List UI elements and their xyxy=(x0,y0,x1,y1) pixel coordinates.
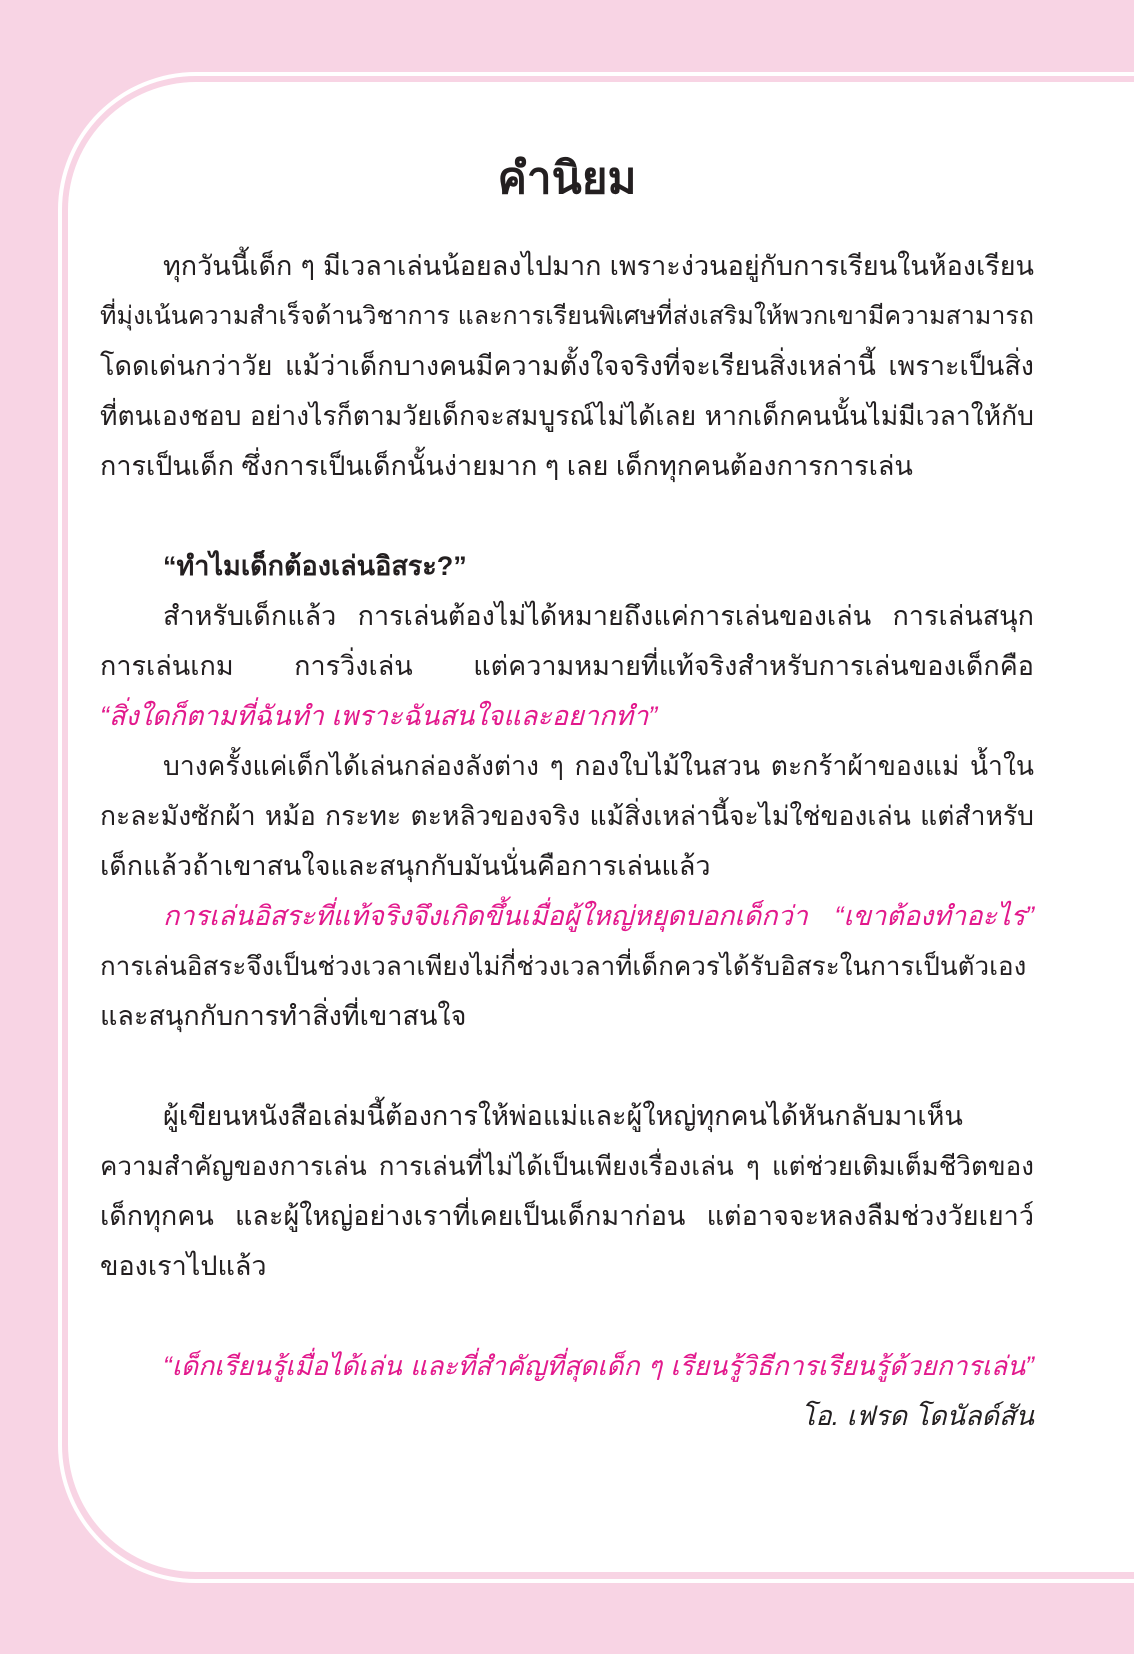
paragraph-line: โดดเด่นกว่าวัย แม้ว่าเด็กบางคนมีความตั้งใจจริงที่จะเรียนสิ่งเหล่านี้ เพราะเป็นสิ่ง xyxy=(100,351,1034,381)
paragraph-line: เด็กแล้วถ้าเขาสนใจและสนุกกับมันนั่นคือการเล่นแล้ว xyxy=(100,851,711,881)
paragraph-line: และสนุกกับการทำสิ่งที่เขาสนใจ xyxy=(100,1001,467,1031)
paragraph-line: เด็กทุกคน และผู้ใหญ่อย่างเราที่เคยเป็นเด็กมาก่อน แต่อาจจะหลงลืมช่วงวัยเยาว์ xyxy=(100,1201,1034,1231)
paragraph-line: ผู้เขียนหนังสือเล่มนี้ต้องการให้พ่อแม่และผู้ใหญ่ทุกคนได้หันกลับมาเห็น xyxy=(163,1101,963,1131)
paragraph-line: ทุกวันนี้เด็ก ๆ มีเวลาเล่นน้อยลงไปมาก เพราะง่วนอยู่กับการเรียนในห้องเรียน xyxy=(163,251,1034,281)
paragraph-spacer xyxy=(100,491,1034,541)
section-heading: “ทำไมเด็กต้องเล่นอิสระ?” xyxy=(163,551,467,581)
paragraph-line: การเป็นเด็ก ซึ่งการเป็นเด็กนั้นง่ายมาก ๆ เลย เด็กทุกคนต้องการการเล่น xyxy=(100,451,913,481)
paragraph-line: การเล่นเกม การวิ่งเล่น แต่ความหมายที่แท้จริงสำหรับการเล่นของเด็กคือ xyxy=(100,651,1034,681)
paragraph-line: ที่มุ่งเน้นความสำเร็จด้านวิชาการ และการเรียนพิเศษที่ส่งเสริมให้พวกเขามีความสามารถ xyxy=(100,302,1034,330)
paragraph-line: ของเราไปแล้ว xyxy=(100,1251,267,1281)
foreword-body xyxy=(100,241,1034,1441)
paragraph-line: สำหรับเด็กแล้ว การเล่นต้องไม่ได้หมายถึงแค่การเล่นของเล่น การเล่นสนุก xyxy=(163,601,1034,631)
paragraph-spacer xyxy=(100,1041,1034,1091)
paragraph-spacer xyxy=(100,1291,1034,1341)
quote-author: โอ. เฟรด โดนัลด์สัน xyxy=(800,1401,1034,1431)
paragraph-line: การเล่นอิสระจึงเป็นช่วงเวลาเพียงไม่กี่ช่วงเวลาที่เด็กควรได้รับอิสระในการเป็นตัวเอง xyxy=(100,951,1027,981)
paragraph-line: ความสำคัญของการเล่น การเล่นที่ไม่ได้เป็นเพียงเรื่องเล่น ๆ แต่ช่วยเติมเต็มชีวิตของ xyxy=(100,1151,1034,1181)
highlight-quote: “สิ่งใดก็ตามที่ฉันทำ เพราะฉันสนใจและอยากทำ” xyxy=(100,701,658,731)
paragraph-line: บางครั้งแค่เด็กได้เล่นกล่องลังต่าง ๆ กองใบไม้ในสวน ตะกร้าผ้าของแม่ น้ำใน xyxy=(163,751,1034,781)
paragraph-line: กะละมังซักผ้า หม้อ กระทะ ตะหลิวของจริง แม้สิ่งเหล่านี้จะไม่ใช่ของเล่น แต่สำหรับ xyxy=(100,801,1034,831)
page-title: คำนิยม xyxy=(497,154,637,203)
paragraph-line: ที่ตนเองชอบ อย่างไรก็ตามวัยเด็กจะสมบูรณ์ไม่ได้เลย หากเด็กคนนั้นไม่มีเวลาให้กับ xyxy=(100,401,1034,431)
highlight-statement: การเล่นอิสระที่แท้จริงจึงเกิดขึ้นเมื่อผู้ใหญ่หยุดบอกเด็กว่า “เขาต้องทำอะไร” xyxy=(163,901,1034,931)
closing-quote: “เด็กเรียนรู้เมื่อได้เล่น และที่สำคัญที่สุดเด็ก ๆ เรียนรู้วิธีการเรียนรู้ด้วยการเล่น” xyxy=(163,1351,1034,1381)
